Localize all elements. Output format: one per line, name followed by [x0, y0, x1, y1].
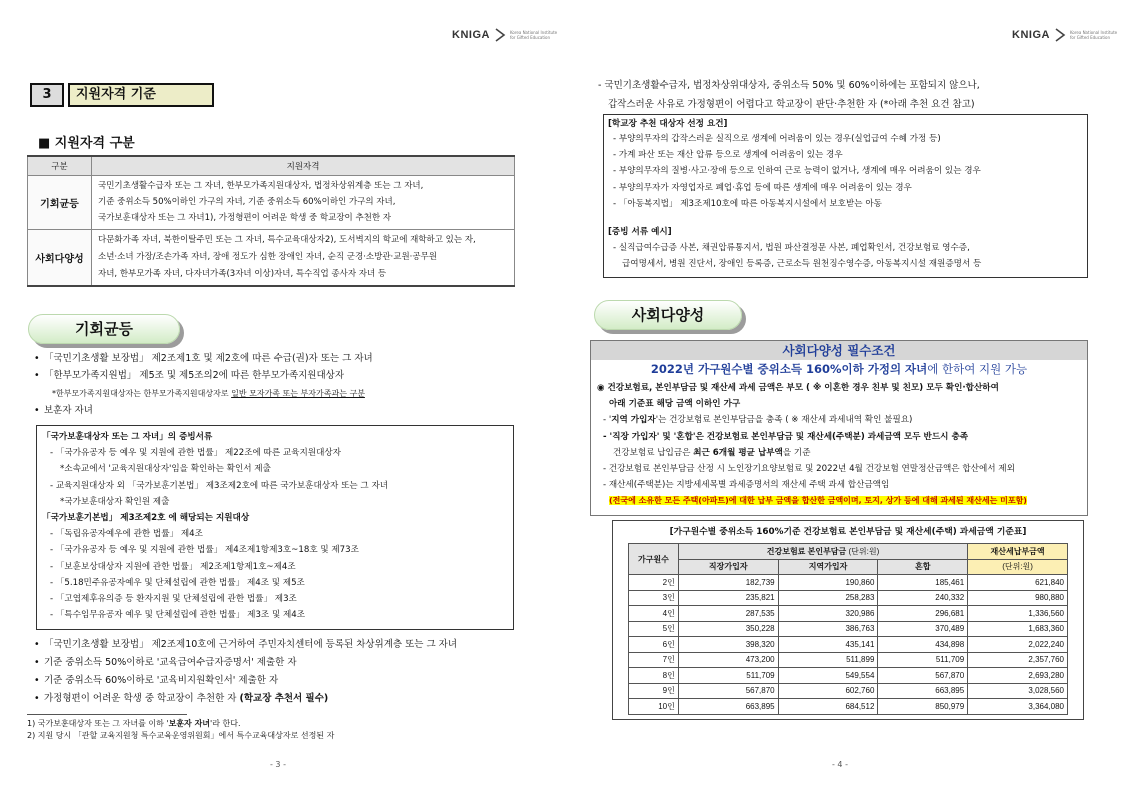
table-cell: 434,898 — [878, 637, 968, 653]
veteran-list — [34, 402, 514, 419]
table-cell: 511,899 — [778, 652, 878, 668]
table-cell: 258,283 — [778, 590, 878, 606]
box-heading: 「국가보훈기본법」 제3조제2호 에 해당되는 지원대상 — [42, 513, 250, 524]
table-cell: 2,022,240 — [968, 637, 1068, 653]
table-cell: 7인 — [629, 652, 679, 668]
text-line: 기준 중위소득 50%이하인 가구의 자녀, 기준 중위소득 60%이하인 가구의 자녀, — [98, 197, 396, 207]
item-bold: (학교장 추천서 필수) — [239, 693, 329, 704]
table-cell: 320,986 — [778, 606, 878, 622]
box-line: *소속교에서 '교육지원대상자'임을 확인하는 확인서 제출 — [60, 464, 271, 475]
box-line: - 가계 파산 또는 재산 압류 등으로 생계에 어려움이 있는 경우 — [613, 150, 843, 161]
category-cell: 기회균등 — [28, 175, 92, 229]
qualification-table — [27, 155, 515, 287]
header-health — [678, 544, 967, 560]
table-cell: 287,535 — [678, 606, 778, 622]
bottom-bullet-list — [34, 636, 514, 708]
table-cell: 549,554 — [778, 668, 878, 684]
pill-social-diversity: 사회다양성 — [594, 300, 742, 330]
table-cell: 2인 — [629, 575, 679, 591]
social-diversity-requirement — [590, 340, 1088, 516]
qualification-cell — [92, 175, 515, 229]
category-cell: 사회다양성 — [28, 229, 92, 286]
t-bold: 최근 6개월 평균 납부액 — [693, 447, 783, 458]
footnotes — [27, 718, 334, 742]
table-cell: 980,880 — [968, 590, 1068, 606]
list-item: • 「한부모가족지원법」 제5조 및 제5조의2에 따른 한부모가족지원대상자 — [34, 367, 514, 384]
box-heading: [학교장 추천 대상자 선정 요건] — [608, 119, 728, 129]
income-table-box — [612, 520, 1084, 720]
table-cell: 8인 — [629, 668, 679, 684]
t: 을 기준 — [782, 447, 811, 458]
header-tax: 재산세납부금액 — [968, 544, 1068, 560]
section-number: 3 — [30, 83, 64, 107]
fn-text: 1) 국가보훈대상자 또는 그 자녀를 이하 ' — [27, 719, 169, 728]
header-members: 가구원수 — [629, 544, 679, 575]
header-unit: (단위:원) — [968, 559, 1068, 575]
list-item — [34, 690, 514, 708]
req-sub-bold: 2022년 가구원수별 중위소득 160%이하 가정의 자녀 — [650, 362, 928, 376]
box-line: - 부양의무자의 질병·사고·장애 등으로 인하여 근로 능력이 없거나, 생계에 매우 어려움이 있는 경우 — [613, 166, 981, 177]
table-cell: 10인 — [629, 699, 679, 715]
req-title: 사회다양성 필수조건 — [591, 341, 1087, 360]
item-text: 가정형편이 어려운 학생 중 학교장이 추천한 자 — [44, 693, 240, 704]
table-cell: 398,320 — [678, 637, 778, 653]
box-line: - 교육지원대상자 외 「국가보훈기본법」 제3조제2호에 따른 국가보훈대상자 또는 그 자녀 — [50, 480, 389, 491]
req-line: 아래 기준표 해당 금액 이하인 가구 — [609, 399, 741, 410]
note-text: *한부모가족지원대상자는 한부모가족지원대상자로 — [52, 389, 232, 398]
income-table-title: [가구원수별 중위소득 160%기준 건강보험료 본인부담금 및 재산세(주택) 과세금액 기준표] — [669, 527, 1027, 537]
req-line: ◉ 건강보험료, 본인부담금 및 재산세 과세 금액은 부모 ( ※ 이혼한 경우 친부 및 친모) 모두 확인·합산하여 — [597, 383, 999, 393]
table-cell: 296,681 — [878, 606, 968, 622]
law-line: - 「독립유공자예우에 관한 법률」 제4조 — [50, 529, 203, 540]
table-cell: 435,141 — [778, 637, 878, 653]
footnote-2: 2) 지원 당시 「관할 교육지원청 특수교육운영위원회」에서 특수교육대상자로 선정된 자 — [27, 731, 335, 740]
box-line: 급여명세서, 병원 진단서, 장애인 등록증, 근로소득 원천징수영수증, 아동복지시설 재원증명서 등 — [622, 259, 982, 270]
law-line: - 「특수임무유공자 예우 및 단체설립에 관한 법률」 제3조 및 제4조 — [50, 610, 306, 621]
t-bold: 지역 가입자 — [611, 415, 656, 426]
page-number-right: - 4 - — [832, 760, 848, 769]
table-cell: 5인 — [629, 621, 679, 637]
intro-line: 갑작스러운 사유로 가정형편이 어렵다고 학교장이 판단·추천한 자 (*아래 추천 요건 참고) — [608, 99, 975, 110]
text-line: 소년·소녀 가장/조손가족 자녀, 장애 정도가 심한 장애인 자녀, 순직 군경·소방관·교원·공무원 — [98, 251, 437, 262]
text-line: 자녀, 한부모가족 자녀, 다자녀가족(3자녀 이상)자녀, 특수직업 종사자 자녀 등 — [98, 268, 387, 279]
table-cell: 350,228 — [678, 621, 778, 637]
t: - ' — [603, 431, 613, 442]
table-row — [629, 590, 1068, 606]
logo-text: KNIGA — [1012, 29, 1050, 41]
table-cell: 240,332 — [878, 590, 968, 606]
table-cell: 190,860 — [778, 575, 878, 591]
table-cell: 511,709 — [678, 668, 778, 684]
intro-text — [598, 76, 980, 114]
logo-subtitle: Korea National Institute for Gifted Education — [1069, 30, 1118, 40]
list-item: • 「국민기초생활 보장법」 제2조제1호 및 제2호에 따른 수급(권)자 또는 그 자녀 — [34, 350, 514, 367]
footnote-1 — [27, 718, 334, 730]
logo-mark-icon — [494, 28, 506, 42]
t: 건강보험료 납입금은 — [613, 447, 694, 458]
table-cell: 3,028,560 — [968, 683, 1068, 699]
table-cell: 621,840 — [968, 575, 1068, 591]
table-row — [629, 668, 1068, 684]
req-line: - 재산세(주택분)는 지방세세목별 과세증명서의 재산세 주택 과세 합산금액임 — [603, 480, 890, 491]
kniga-logo-left — [452, 28, 560, 42]
req-highlight: (전국에 소유한 모든 주택(아파트)에 대한 납부 금액을 합산한 금액이며, 토지, 상가 등에 대해 과세된 재산세는 미포함) — [609, 496, 1027, 506]
header-work: 직장가입자 — [678, 559, 778, 575]
box-line: *국가보훈대상자 확인원 제출 — [60, 496, 170, 507]
table-cell: 235,821 — [678, 590, 778, 606]
logo-mark-icon — [1054, 28, 1066, 42]
header-local: 지역가입자 — [778, 559, 878, 575]
pill-equal-opportunity: 기회균등 — [28, 314, 180, 344]
table-cell: 511,709 — [878, 652, 968, 668]
table-cell: 2,357,760 — [968, 652, 1068, 668]
list-item: • 기준 중위소득 60%이하로 '교육비지원확인서' 제출한 자 — [34, 672, 514, 690]
table-cell: 6인 — [629, 637, 679, 653]
note-underlined: 일반 모자가족 또는 부자가족과는 구분 — [231, 389, 365, 398]
table-cell: 684,512 — [778, 699, 878, 715]
t: '는 건강보험료 본인부담금을 충족 ( ※ 재산세 과세내역 확인 불필요) — [655, 415, 913, 426]
box-line: - 부양의무자가 자영업자로 폐업·휴업 등에 따른 생계에 매우 어려움이 있는 경우 — [613, 182, 912, 193]
logo-text: KNIGA — [452, 29, 490, 41]
single-parent-note — [52, 388, 365, 399]
text-line: 다문화가족 자녀, 북한이탈주민 또는 그 자녀, 특수교육대상자2), 도서벽지의 학교에 재학하고 있는 자, — [98, 234, 476, 245]
table-cell: 663,895 — [678, 699, 778, 715]
t: '은 건강보험료 본인부담금 및 재산세(주택분) 과세금액 모두 반드시 충족 — [692, 431, 969, 442]
list-item: • 기준 중위소득 50%이하로 '교육급여수급자증명서' 제출한 자 — [34, 654, 514, 672]
t: ' 및 ' — [656, 431, 677, 442]
box-line: - 「국가유공자 등 예우 및 지원에 관한 법률」 제22조에 따른 교육지원대상자 — [50, 448, 341, 459]
req-line — [597, 445, 1081, 461]
list-item: • 「국민기초생활 보장법」 제2조제10호에 근거하여 주민자치센터에 등록된 차상위계층 또는 그 자녀 — [34, 636, 514, 654]
req-line: - 건강보험료 본인부담금 산정 시 노인장기요양보험료 및 2022년 4월 건강보험 연말정산금액은 합산에서 제외 — [603, 464, 1015, 475]
table-cell: 182,739 — [678, 575, 778, 591]
table-row — [629, 621, 1068, 637]
col-qualification: 지원자격 — [92, 156, 515, 175]
page-number-left: - 3 - — [270, 760, 286, 769]
table-cell: 473,200 — [678, 652, 778, 668]
table-cell: 3,364,080 — [968, 699, 1068, 715]
table-cell: 602,760 — [778, 683, 878, 699]
section-heading — [30, 83, 214, 107]
table-row — [629, 606, 1068, 622]
header-mixed: 혼합 — [878, 559, 968, 575]
table-cell: 1,336,560 — [968, 606, 1068, 622]
subheading: ■ 지원자격 구분 — [38, 136, 135, 151]
header-health-text: 건강보험료 본인부담금 — [766, 546, 847, 556]
table-row — [629, 652, 1068, 668]
law-line: - 「고엽제후유의증 등 환자지원 및 단체설립에 관한 법률」 제3조 — [50, 594, 297, 605]
law-line: - 「국가유공자 등 예우 및 지원에 관한 법률」 제4조제1항제3호~18호 및 제73조 — [50, 545, 359, 556]
logo-subtitle: Korea National Institute for Gifted Education — [509, 30, 558, 40]
box-line: - 부양의무자의 갑작스러운 실직으로 생계에 어려움이 있는 경우(실업급여 수혜 가정 등) — [613, 134, 941, 144]
table-cell: 386,763 — [778, 621, 878, 637]
principal-recommend-box — [603, 114, 1088, 278]
unit-text: (단위:원) — [848, 546, 880, 556]
law-line: - 「5.18민주유공자예우 및 단체설립에 관한 법률」 제4조 및 제5조 — [50, 577, 305, 588]
qualification-cell — [92, 229, 515, 286]
req-line — [597, 412, 1081, 428]
req-line — [597, 429, 1081, 445]
table-row — [629, 683, 1068, 699]
equal-opportunity-list — [34, 350, 514, 384]
table-cell: 663,895 — [878, 683, 968, 699]
veteran-evidence-box — [36, 425, 514, 630]
box-line: - 실직급여수급증 사본, 채권압류통지서, 법원 파산결정문 사본, 폐업확인서, 건강보험료 영수증, — [613, 243, 970, 254]
list-item: • 보훈자 자녀 — [34, 402, 514, 419]
table-cell: 1,683,360 — [968, 621, 1068, 637]
text-line: 국민기초생활수급자 또는 그 자녀, 한부모가족지원대상자, 법정차상위계층 또는 그 자녀, — [98, 181, 424, 191]
fn-text: '라 한다. — [210, 719, 241, 728]
text-line: 국가보훈대상자 또는 그 자녀1), 가정형편이 어려운 학생 중 학교장이 추천한 자 — [98, 213, 391, 223]
fn-bold: 보훈자 자녀 — [168, 719, 211, 728]
law-line: - 「보훈보상대상자 지원에 관한 법률」 제2조제1항제1호~제4조 — [50, 561, 296, 572]
table-cell: 850,979 — [878, 699, 968, 715]
table-cell: 185,461 — [878, 575, 968, 591]
footnote-divider — [27, 714, 187, 715]
box-line: - 「아동복지법」 제3조제10호에 따른 아동복지시설에서 보호받는 아동 — [613, 198, 882, 209]
table-cell: 2,693,280 — [968, 668, 1068, 684]
col-category: 구분 — [28, 156, 92, 175]
table-row — [629, 575, 1068, 591]
table-cell: 4인 — [629, 606, 679, 622]
req-sub-text: 에 한하여 지원 가능 — [927, 362, 1028, 376]
table-cell: 567,870 — [878, 668, 968, 684]
section-title: 지원자격 기준 — [68, 83, 214, 107]
table-cell: 9인 — [629, 683, 679, 699]
t-bold: 직장 가입자 — [612, 431, 657, 442]
table-cell: 3인 — [629, 590, 679, 606]
table-cell: 370,489 — [878, 621, 968, 637]
req-subtitle — [591, 360, 1087, 378]
intro-line: - 국민기초생활수급자, 법정차상위대상자, 중위소득 50% 및 60%이하에는 포함되지 않으나, — [598, 80, 980, 91]
box-heading: 「국가보훈대상자 또는 그 자녀」의 증빙서류 — [42, 432, 213, 442]
table-row — [629, 699, 1068, 715]
t-bold: 혼합 — [676, 431, 693, 442]
kniga-logo-right — [1012, 28, 1120, 42]
table-row — [629, 637, 1068, 653]
box-heading: [증빙 서류 예시] — [608, 227, 672, 238]
t: - ' — [603, 415, 612, 426]
table-cell: 567,870 — [678, 683, 778, 699]
income-table — [628, 543, 1068, 715]
